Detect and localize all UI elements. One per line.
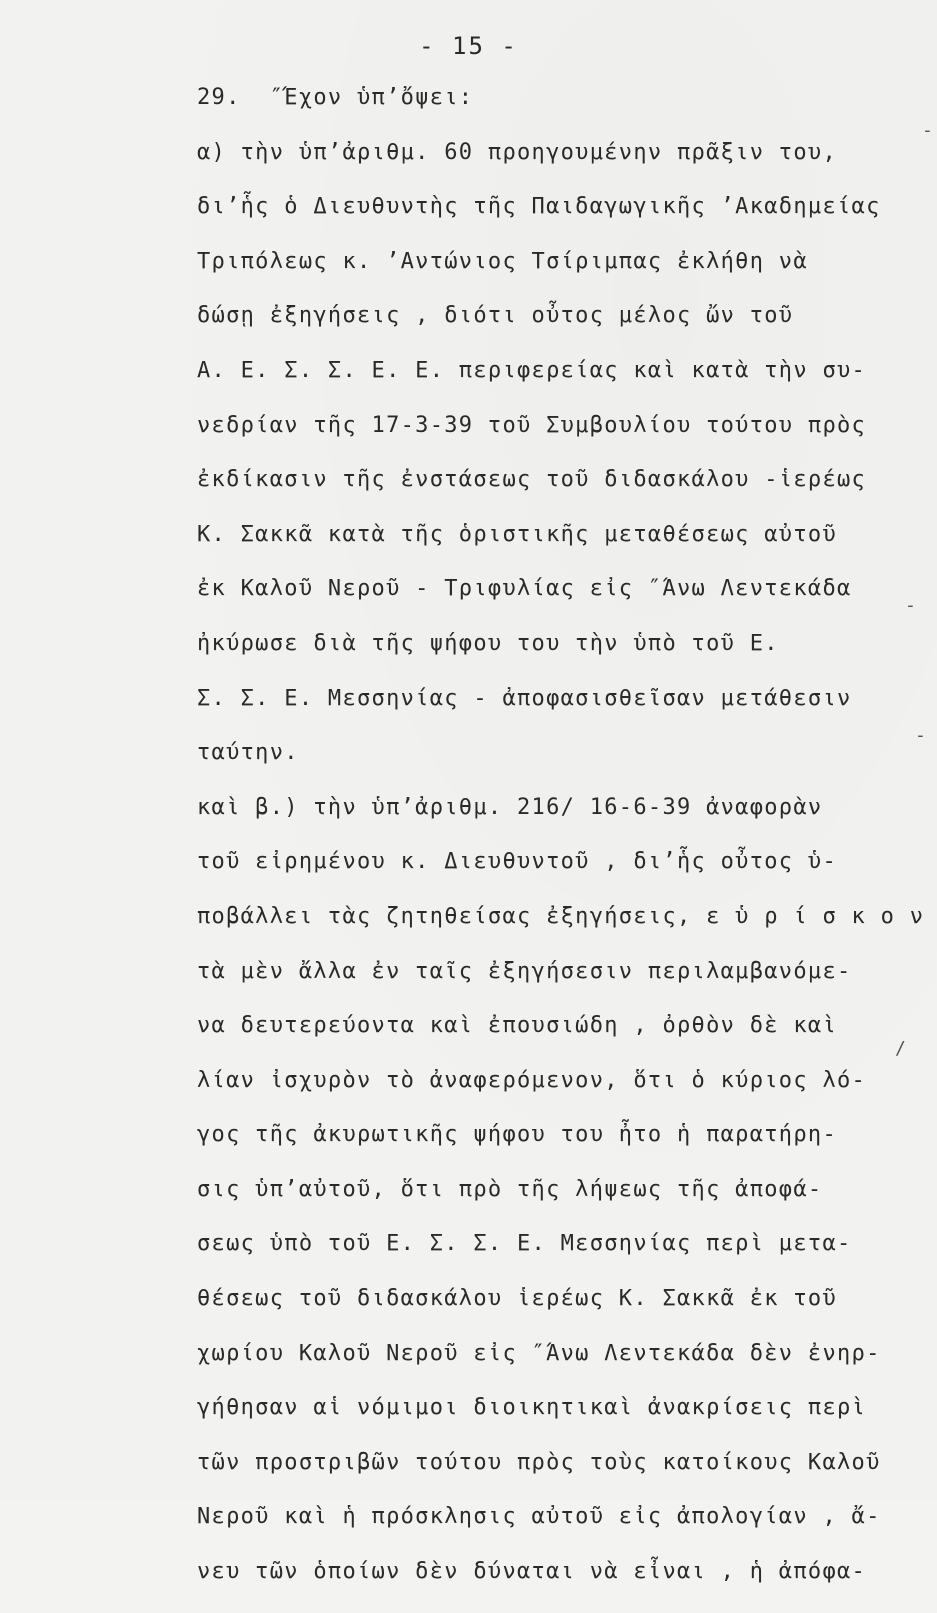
text-line: τὰ μὲν ἄλλα ἐν ταῖς ἐξηγήσεσιν περιλαμβανόμε- — [197, 958, 852, 984]
text-line: δώσῃ ἐξηγήσεις , διότι οὖτος μέλος ὤν τοῦ — [197, 303, 794, 329]
text-line: γήθησαν αἱ νόμιμοι διοικητικαὶ ἀνακρίσεις περὶ — [197, 1395, 867, 1421]
text-line: Κ. Σακκᾶ κατὰ τῆς ὁριστικῆς μεταθέσεως αὐτοῦ — [197, 521, 837, 547]
text-line: 29. ″Έχον ὑπ’ὄψει: — [197, 85, 474, 110]
text-line: λίαν ἰσχυρὸν τὸ ἀναφερόμενον, ὅτι ὁ κύριος λό- — [197, 1067, 867, 1093]
text-line: σεως ὑπὸ τοῦ Ε. Σ. Σ. Ε. Μεσσηνίας περὶ μετα- — [197, 1231, 852, 1257]
margin-dash-mark: - — [905, 595, 916, 616]
text-line: σις ὑπ’αὐτοῦ, ὅτι πρὸ τῆς λήψεως τῆς ἀποφά- — [197, 1176, 823, 1202]
page-number: - 15 - — [419, 32, 518, 60]
text-line: Νεροῦ καὶ ἡ πρόσκλησις αὐτοῦ εἰς ἀπολογίαν , ἄ- — [197, 1504, 881, 1530]
text-line: Α. Ε. Σ. Σ. Ε. Ε. περιφερείας καὶ κατὰ τὴν συ- — [197, 357, 867, 383]
text-line: ποβάλλει τὰς ζητηθείσας ἐξηγήσεις, ε ὑ ρ ί σ κ ο ν — [197, 903, 925, 929]
text-line: Σ. Σ. Ε. Μεσσηνίας - ἀποφασισθεῖσαν μετάθεσιν — [197, 685, 852, 711]
text-line: α) τὴν ὑπ’ἀριθμ. 60 προηγουμένην πρᾶξιν του, — [197, 139, 837, 165]
margin-dash-mark: - — [922, 120, 933, 141]
margin-dash-mark: - — [915, 725, 926, 746]
text-line: ἐκ Καλοῦ Νεροῦ - Τριφυλίας εἰς ″Άνω Λεντεκάδα — [197, 576, 852, 602]
text-line: νευ τῶν ὁποίων δὲν δύναται νὰ εἶναι , ἡ ἀπόφα- — [197, 1559, 867, 1585]
typed-text-body — [197, 84, 925, 1613]
text-line: τῶν προστριβῶν τούτου πρὸς τοὺς κατοίκους Καλοῦ — [197, 1449, 881, 1475]
text-line: δι’ἧς ὁ Διευθυντὴς τῆς Παιδαγωγικῆς ’Ακαδημείας — [197, 194, 881, 220]
text-line: Τριπόλεως κ. ’Αντώνιος Τσίριμπας ἐκλήθη νὰ — [197, 248, 808, 274]
text-line: χωρίου Καλοῦ Νεροῦ εἰς ″Άνω Λεντεκάδα δὲν ἐνηρ- — [197, 1340, 881, 1366]
margin-bracket-mark: / — [895, 1038, 906, 1059]
text-line: γος τῆς ἀκυρωτικῆς ψήφου του ἦτο ἡ παρατήρη- — [197, 1122, 837, 1148]
text-line: τοῦ εἰρημένου κ. Διευθυντοῦ , δι’ἧς οὖτος ὑ- — [197, 849, 837, 875]
text-line: νεδρίαν τῆς 17-3-39 τοῦ Συμβουλίου τούτου πρὸς — [197, 412, 867, 438]
text-line: ἠκύρωσε διὰ τῆς ψήφου του τὴν ὑπὸ τοῦ Ε. — [197, 630, 779, 656]
text-line: ταύτην. — [197, 740, 299, 766]
text-line: θέσεως τοῦ διδασκάλου ἱερέως Κ. Σακκᾶ ἐκ τοῦ — [197, 1286, 837, 1312]
text-line: να δευτερεύοντα καὶ ἐπουσιώδη , ὀρθὸν δὲ καὶ — [197, 1013, 837, 1039]
text-line: καὶ β.) τὴν ὑπ’ἀριθμ. 216/ 16-6-39 ἀναφορὰν — [197, 794, 823, 820]
text-line: ἐκδίκασιν τῆς ἐνστάσεως τοῦ διδασκάλου -ἱερέως — [197, 467, 867, 493]
